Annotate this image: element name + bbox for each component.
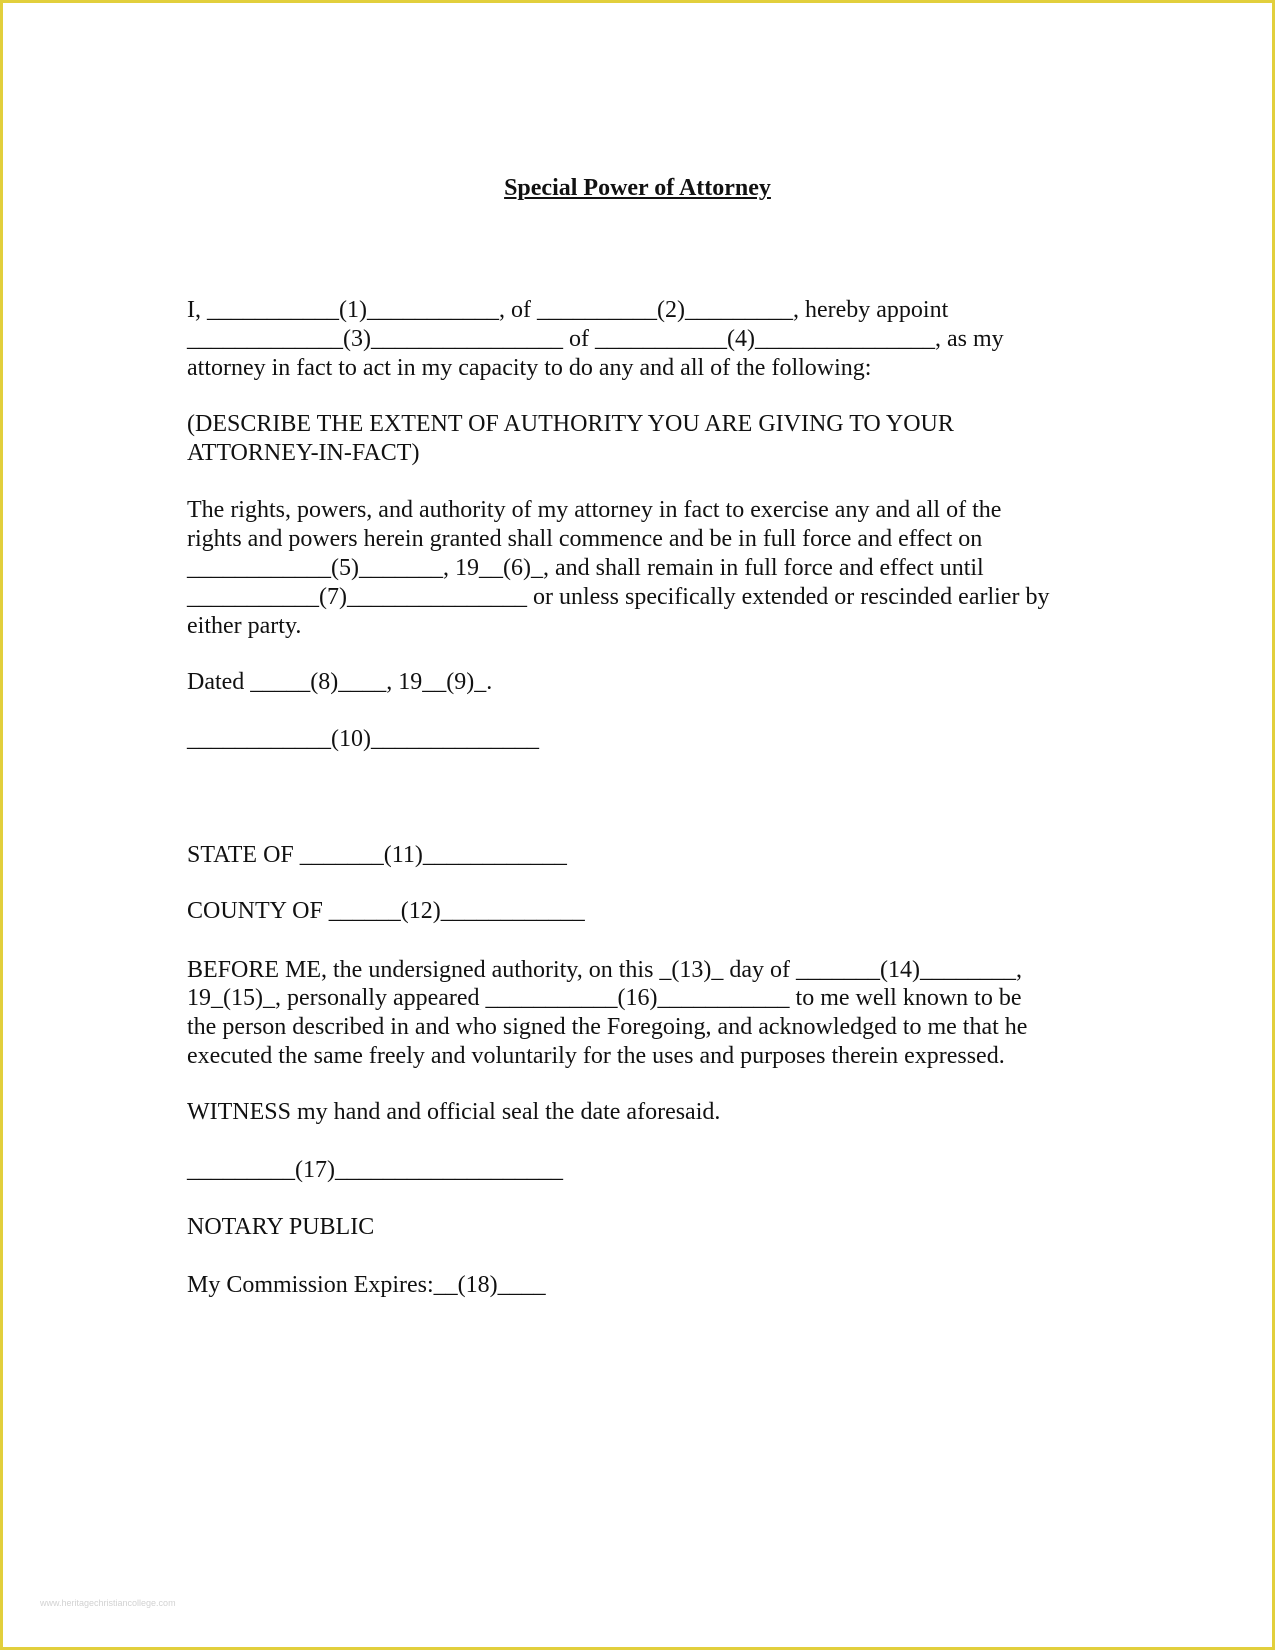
appointment-line-3: attorney in fact to act in my capacity to do any and all of the following: (187, 355, 872, 381)
watermark-text: www.heritagechristiancollege.com (40, 1598, 176, 1608)
rights-powers-line-1: The rights, powers, and authority of my attorney in fact to exercise any and all of the (187, 497, 1002, 523)
before-me-line-1: BEFORE ME, the undersigned authority, on this _(13)_ day of _______(14)________, (187, 957, 1023, 983)
rights-powers-line-5: either party. (187, 613, 302, 639)
notary-signature-line: _________(17)___________________ (187, 1157, 563, 1183)
before-me-line-2: 19_(15)_, personally appeared ___________(16)___________ to me well known to be (187, 985, 1022, 1011)
rights-powers-line-3: ____________(5)_______, 19__(6)_, and shall remain in full force and effect until (187, 555, 984, 581)
document-title: Special Power of Attorney (504, 175, 771, 201)
before-me-line-4: executed the same freely and voluntarily for the uses and purposes therein expressed. (187, 1043, 1005, 1069)
appointment-line-2: _____________(3)________________ of ___________(4)_______________, as my (187, 326, 1004, 352)
rights-powers-line-4: ___________(7)_______________ or unless specifically extended or rescinded earlier by (187, 584, 1050, 610)
state-of-line: STATE OF _______(11)____________ (187, 842, 567, 868)
signature-line: ____________(10)______________ (187, 726, 539, 752)
county-of-line: COUNTY OF ______(12)____________ (187, 898, 585, 924)
notary-public-label: NOTARY PUBLIC (187, 1214, 375, 1240)
describe-extent-line-2: ATTORNEY-IN-FACT) (187, 440, 420, 466)
rights-powers-line-2: rights and powers herein granted shall commence and be in full force and effect on (187, 526, 983, 552)
appointment-line-1: I, ___________(1)___________, of __________(2)_________, hereby appoint (187, 297, 949, 323)
before-me-line-3: the person described in and who signed the Foregoing, and acknowledged to me that he (187, 1014, 1028, 1040)
commission-expires-line: My Commission Expires:__(18)____ (187, 1272, 546, 1298)
dated-line: Dated _____(8)____, 19__(9)_. (187, 669, 493, 695)
witness-line: WITNESS my hand and official seal the date aforesaid. (187, 1099, 721, 1125)
describe-extent-line-1: (DESCRIBE THE EXTENT OF AUTHORITY YOU ARE GIVING TO YOUR (187, 411, 954, 437)
